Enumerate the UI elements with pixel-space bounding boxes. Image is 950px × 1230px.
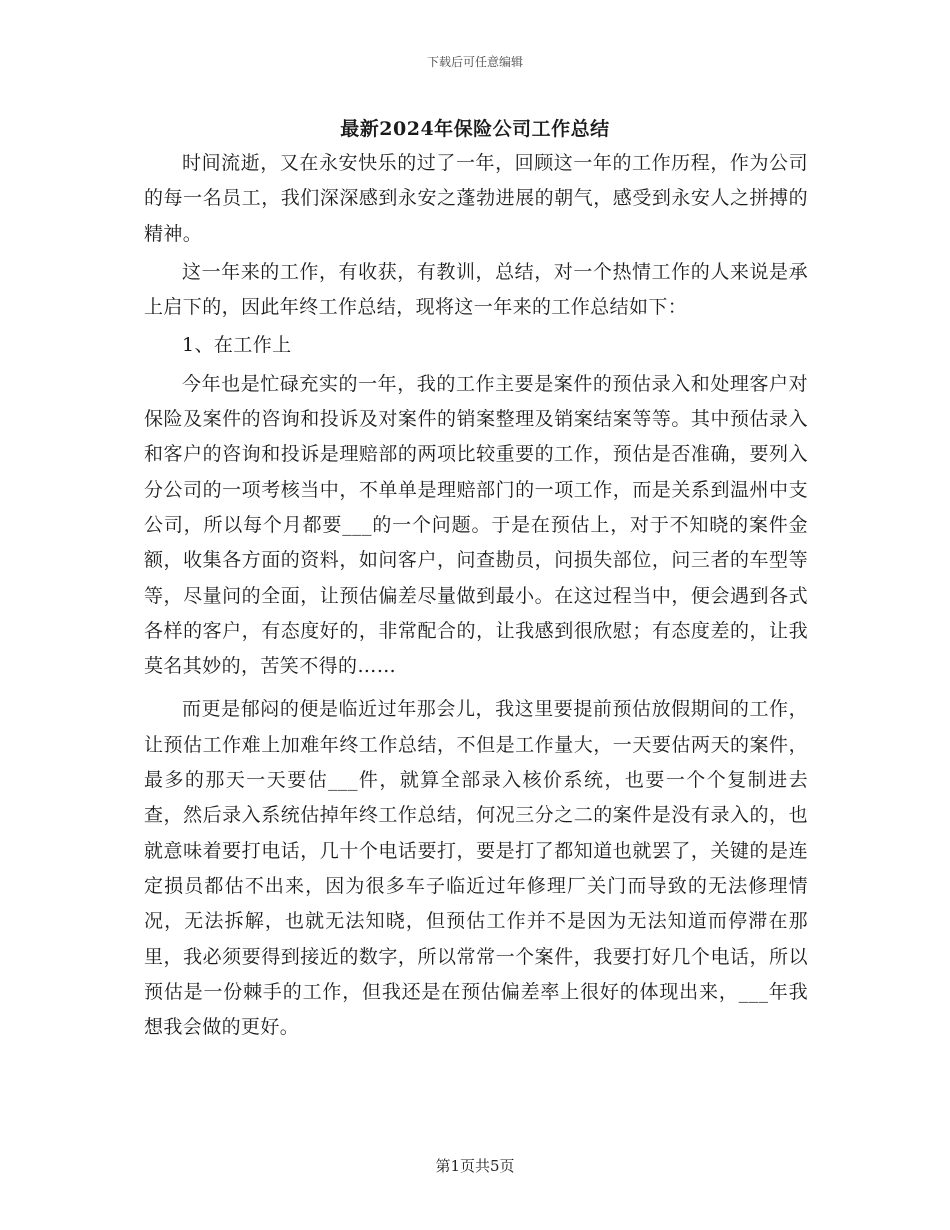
section-heading-1: 1、在工作上	[182, 334, 292, 357]
header-note: 下载后可任意编辑	[426, 55, 523, 69]
document-body	[144, 146, 808, 1048]
paragraph-1: 时间流逝，又在永安快乐的过了一年，回顾这一年的工作历程，作为公司的每一名员工，我们深深感到永安之蓬勃进展的朝气，感受到永安人之拼搏的精神。	[144, 152, 808, 245]
paragraph-2: 这一年来的工作，有收获，有教训，总结，对一个热情工作的人来说是承上启下的，因此年终工作总结，现将这一年来的工作总结如下：	[144, 260, 808, 319]
paragraph-3: 今年也是忙碌充实的一年，我的工作主要是案件的预估录入和处理客户对保险及案件的咨询和投诉及对案件的销案整理及销案结案等等。其中预估录入和客户的咨询和投诉是理赔部的两项比较重要的工作，预估是否准确，要列入分公司的一项考核当中，不单单是理赔部门的一项工作，而是关系到温州中支公司，所以每个月都要___的一个问题。于是在预估上，对于不知晓的案件金额，收集各方面的资料，如问客户，问查勘员，问损失部位，问三者的车型等等，尽量问的全面，让预估偏差尽量做到最小。在这过程当中，便会遇到各式各样的客户，有态度好的，非常配合的，让我感到很欣慰；有态度差的，让我莫名其妙的，苦笑不得的……	[144, 372, 808, 678]
document-title: 最新2024年保险公司工作总结	[340, 118, 610, 140]
page-number: 第1页共5页	[435, 1157, 515, 1175]
paragraph-4: 而更是郁闷的便是临近过年那会儿，我这里要提前预估放假期间的工作，让预估工作难上加难年终工作总结，不但是工作量大，一天要估两天的案件，最多的那天一天要估___件，就算全部录入核价系统，也要一个个复制进去查，然后录入系统估掉年终工作总结，何况三分之二的案件是没有录入的，也就意味着要打电话，几十个电话要打，要是打了都知道也就罢了，关键的是连定损员都估不出来，因为很多车子临近过年修理厂关门而导致的无法修理情况，无法拆解，也就无法知晓，但预估工作并不是因为无法知道而停滞在那里，我必须要得到接近的数字，所以常常一个案件，我要打好几个电话，所以预估是一份棘手的工作，但我还是在预估偏差率上很好的体现出来，___年我想我会做的更好。	[144, 698, 808, 1039]
